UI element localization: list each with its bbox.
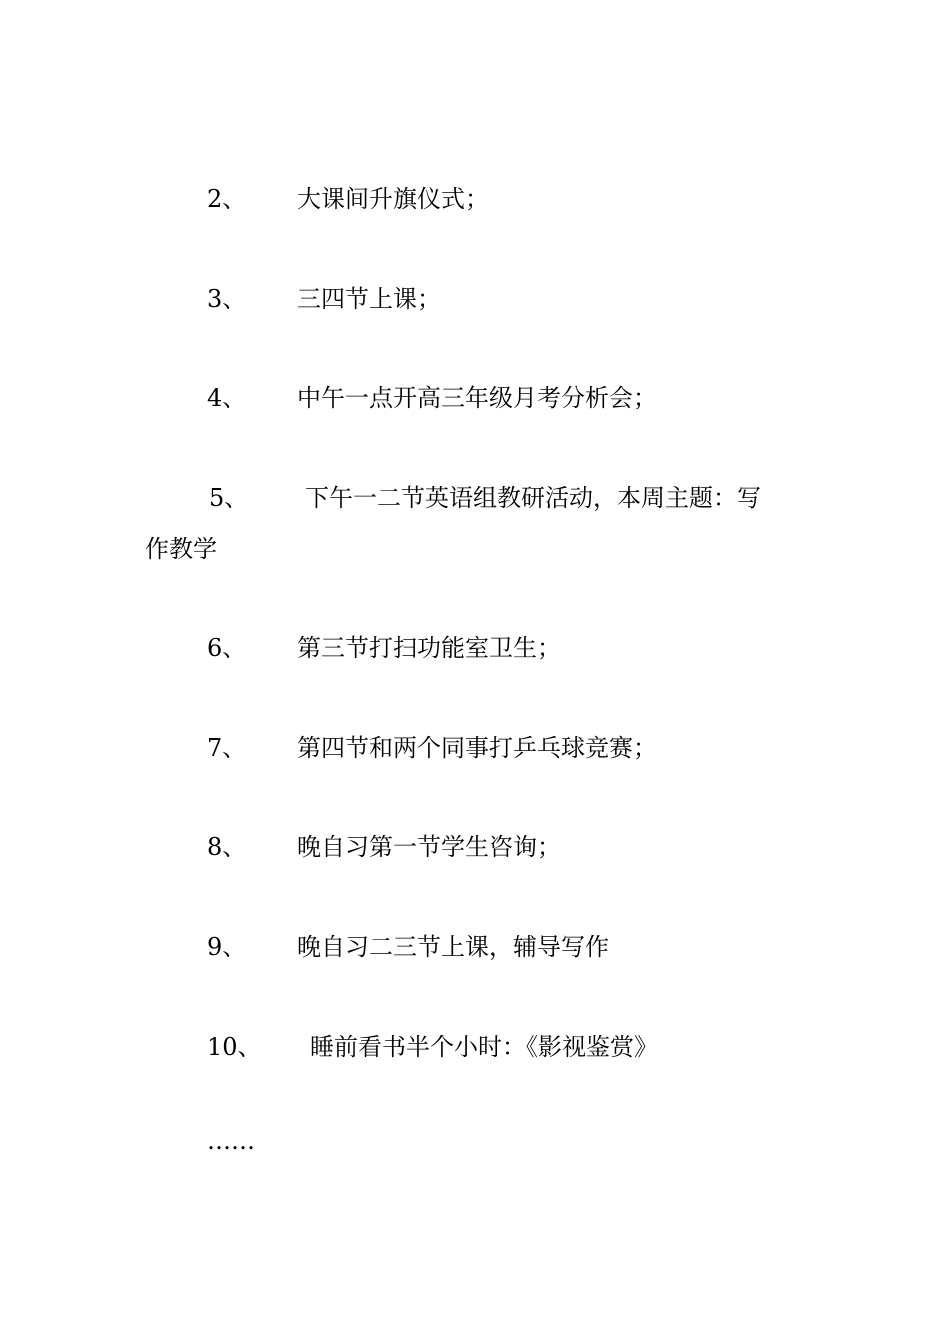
item-number: 10、 [207, 1033, 262, 1061]
item-number: 5、 [209, 484, 249, 512]
item-text: 第三节打扫功能室卫生； [297, 634, 561, 662]
item-number: 7、 [207, 734, 247, 762]
item-number: 3、 [207, 285, 247, 313]
item-text: 晚自习第一节学生咨询； [297, 833, 561, 861]
item-number: 8、 [207, 833, 247, 861]
item-text: 三四节上课； [297, 285, 441, 313]
item-number: 9、 [207, 933, 247, 961]
item-text: 大课间升旗仪式； [297, 185, 489, 213]
item-text-continuation: 作教学 [145, 535, 217, 563]
item-text: 下午一二节英语组教研活动，本周主题：写 [305, 484, 761, 512]
item-text: 睡前看书半个小时：《影视鉴赏》 [310, 1033, 658, 1061]
item-number: 6、 [207, 634, 247, 662]
item-number: 2、 [207, 185, 247, 213]
item-number: 4、 [207, 384, 247, 412]
item-text: 中午一点开高三年级月考分析会； [297, 384, 657, 412]
item-text: 晚自习二三节上课，辅导写作 [297, 933, 609, 961]
item-text: 第四节和两个同事打乒乓球竞赛； [297, 734, 657, 762]
ellipsis: …… [207, 1127, 255, 1155]
